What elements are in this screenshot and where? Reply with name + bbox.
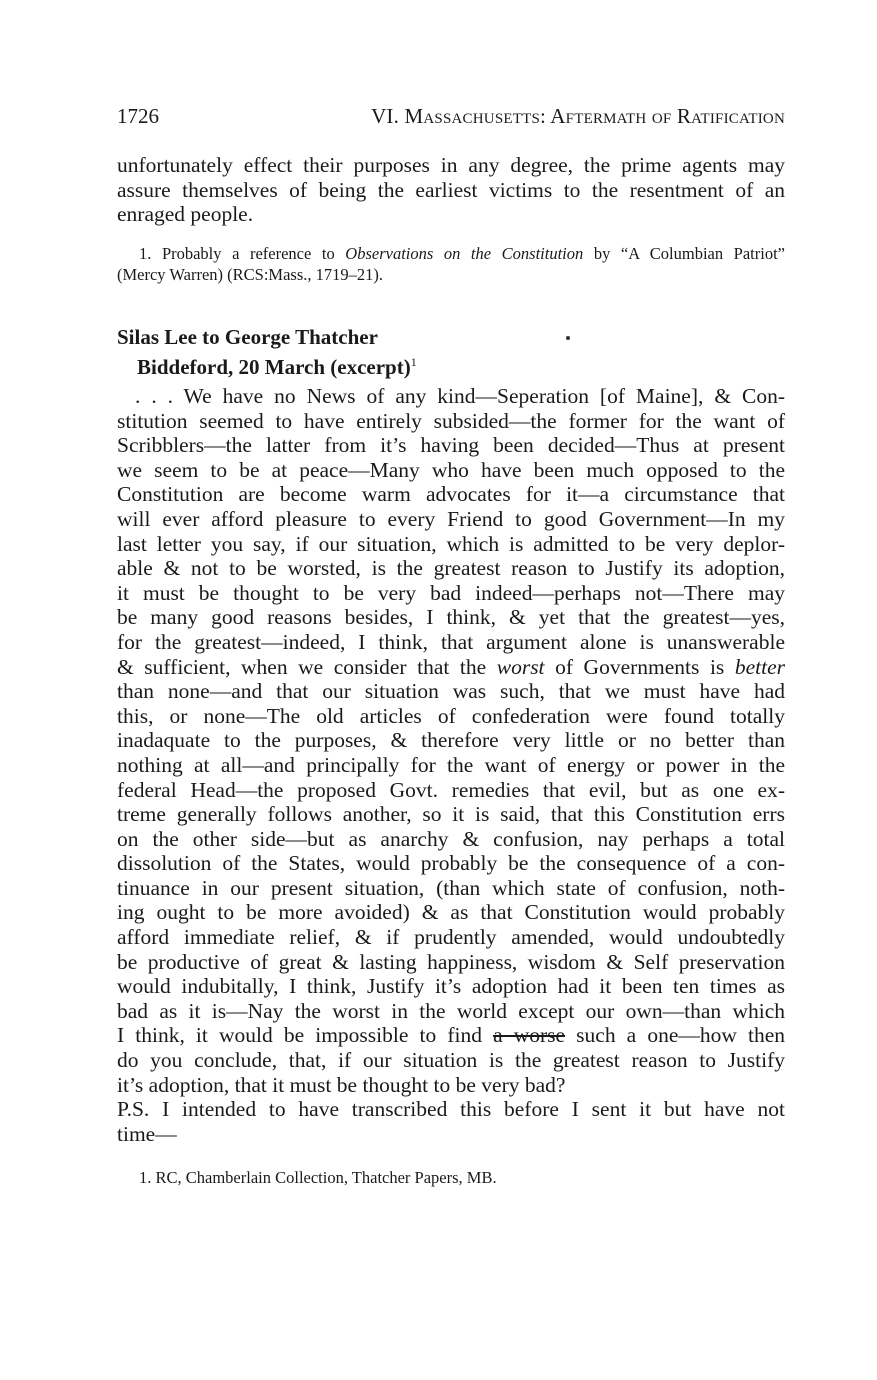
continued-paragraph xyxy=(117,153,785,227)
text-line: bad as it is—Nay the worst in the world except our own—than which xyxy=(117,998,785,1023)
text-line: . . . We have no News of any kind—Seperation [of Maine], & Con- xyxy=(135,384,785,408)
heading-dateline: Biddeford, 20 March (excerpt) xyxy=(137,355,411,379)
text-line: able & not to be worsted, is the greatest reason to Justify its adoption, xyxy=(117,556,785,581)
footnote-1 xyxy=(117,243,785,285)
footnote-rest: by “A Columbian Patriot” xyxy=(583,244,785,263)
postscript-line: P.S. I intended to have transcribed this before I sent it but have not xyxy=(117,1097,785,1122)
text-line: assure themselves of being the earliest victims to the resentment of an xyxy=(117,177,785,202)
text-line: stitution seemed to have entirely subsided—the former for the want of xyxy=(117,408,785,433)
stray-mark xyxy=(566,336,570,340)
text-line: dissolution of the States, would probably be the consequence of a con- xyxy=(117,851,785,876)
footnote-line: (Mercy Warren) (RCS:Mass., 1719–21). xyxy=(117,265,383,284)
emphasis-worst: worst xyxy=(496,654,545,679)
text-line: on the other side—but as anarchy & confusion, nay perhaps a total xyxy=(117,826,785,851)
text-line: than none—and that our situation was such, that we must have had xyxy=(117,679,785,704)
text-segment: I think, it would be impossible to find xyxy=(117,1023,494,1048)
text-segment: & sufficient, when we consider that the xyxy=(117,654,497,679)
footnote-prefix: 1. Probably a reference to xyxy=(139,244,346,263)
text-line: ing ought to be more avoided) & as that Constitution would probably xyxy=(117,900,785,925)
text-line: enraged people. xyxy=(117,202,254,227)
text-line: do you conclude, that, if our situation is the greatest reason to Justify xyxy=(117,1048,785,1073)
text-line: nothing at all—and principally for the want of energy or power in the xyxy=(117,752,785,777)
postscript-line: time— xyxy=(117,1121,177,1146)
text-line: inadaquate to the purposes, & therefore very little or no better than xyxy=(117,728,785,753)
text-line: it’s adoption, that it must be thought to be very bad? xyxy=(117,1072,566,1097)
footnote-line: 1. RC, Chamberlain Collection, Thatcher Papers, MB. xyxy=(139,1168,497,1187)
text-line: unfortunately effect their purposes in any degree, the prime agents may xyxy=(117,153,785,177)
text-segment: such a one—how then xyxy=(565,1023,786,1048)
running-head: VI. Massachusetts: Aftermath of Ratification xyxy=(371,104,785,128)
text-segment: of Governments is xyxy=(544,654,735,679)
heading-place-date xyxy=(117,350,785,380)
text-line: would indubitally, I think, Justify it’s adoption had it been ten times as xyxy=(117,974,785,999)
text-line: federal Head—the proposed Govt. remedies that evil, but as one ex- xyxy=(117,777,785,802)
text-line xyxy=(117,1023,785,1048)
footnote-title: Observations on the Constitution xyxy=(345,244,584,263)
text-line: Constitution are become warm advocates for it—a circumstance that xyxy=(117,482,785,507)
text-line: it must be thought to be very bad indeed—perhaps not—There may xyxy=(117,580,785,605)
footnote-2 xyxy=(117,1167,785,1188)
text-line: will ever afford pleasure to every Friend to good Government—In my xyxy=(117,506,785,531)
text-line: tinuance in our present situation, (than which state of confusion, noth- xyxy=(117,875,785,900)
text-line: be many good reasons besides, I think, & yet that the greatest—yes, xyxy=(117,605,785,630)
text-line: for the greatest—indeed, I think, that argument alone is unanswerable xyxy=(117,629,785,654)
text-line: this, or none—The old articles of confederation were found totally xyxy=(117,703,785,728)
heading-title: Silas Lee to George Thatcher xyxy=(117,325,378,349)
text-line: afford immediate relief, & if prudently amended, would undoubtedly xyxy=(117,925,785,950)
text-line xyxy=(117,655,785,680)
footnote-line xyxy=(117,243,785,264)
struck-text: a worse xyxy=(493,1023,566,1048)
letter-body xyxy=(117,384,785,1146)
page-number: 1726 xyxy=(117,104,159,128)
footnote-ref: 1 xyxy=(410,355,417,369)
text-line: Scribblers—the latter from it’s having been decided—Thus at present xyxy=(117,433,785,458)
text-line: last letter you say, if our situation, which is admitted to be very deplor- xyxy=(117,531,785,556)
document-heading xyxy=(117,325,785,380)
text-line: treme generally follows another, so it is said, that this Constitution errs xyxy=(117,802,785,827)
text-line: be productive of great & lasting happiness, wisdom & Self preservation xyxy=(117,949,785,974)
page-header xyxy=(117,104,785,134)
text-line: we seem to be at peace—Many who have been much opposed to the xyxy=(117,457,785,482)
emphasis-better: better xyxy=(734,654,785,679)
